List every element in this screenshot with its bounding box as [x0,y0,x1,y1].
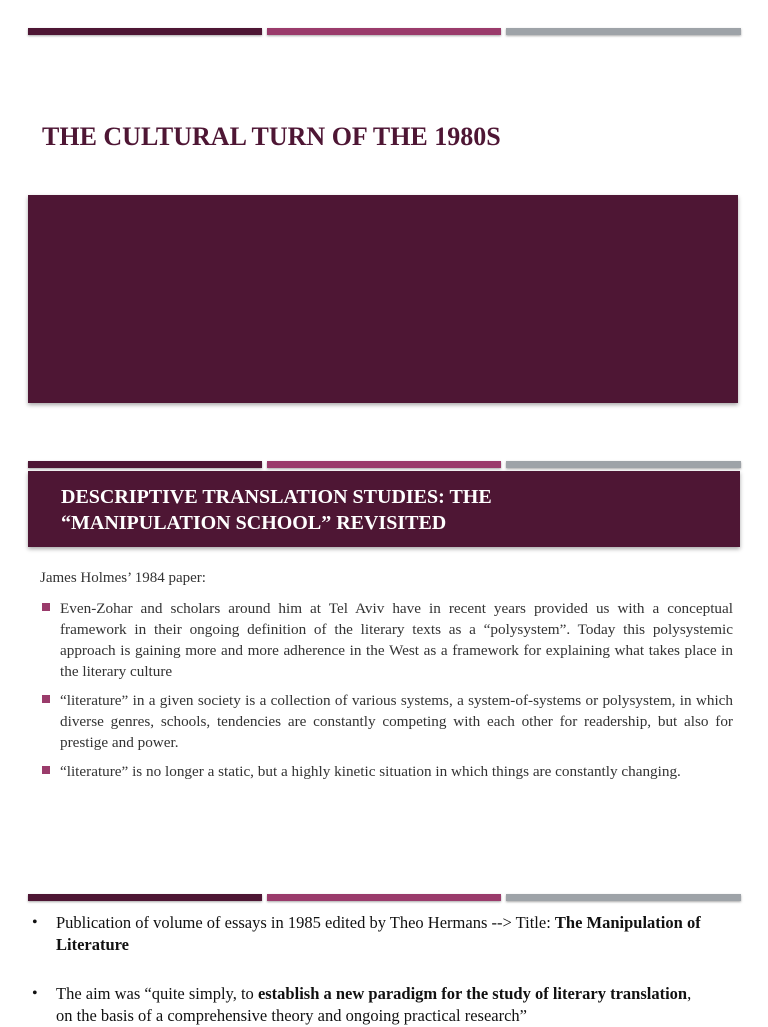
slide2-title-line1: DESCRIPTIVE TRANSLATION STUDIES: THE [61,486,492,508]
accent-bar-gray [506,28,741,35]
bullet-emphasis: establish a new paradigm for the study of literary translation [257,984,688,1003]
slide1-accent-bars [28,28,741,35]
list-item [30,912,710,956]
list-item [40,761,733,782]
bullet-text: The aim was “quite simply, to [56,984,258,1003]
bullet-text: Even-Zohar and scholars around him at Tel Aviv have in recent years provided us with a conceptual framework in their ongoing definition of the literary texts as a “polysystem”. Today this polysystemic approach is gaining more and more adherence in the West as a framework for explaining what takes place in the literary culture [60,600,733,680]
slide2-intro: James Holmes’ 1984 paper: [40,570,206,586]
accent-bar-gray [506,461,741,468]
bullet-text: Publication of volume of essays in 1985 edited by Theo Hermans --> Title: [56,913,555,932]
bullet-text: “literature” is no longer a static, but a highly kinetic situation in which things are constantly changing. [60,763,681,780]
accent-bar-plum [28,894,262,901]
accent-bar-magenta [267,28,501,35]
accent-bar-magenta [267,894,501,901]
bullet-text: , on the basis of a comprehensive theory and ongoing practical research” [56,984,692,1025]
square-bullet-icon [42,695,50,703]
slide2-bullet-list [40,598,733,790]
list-item [40,598,733,682]
accent-bar-plum [28,461,262,468]
slide1-content-box [28,195,738,403]
list-item [40,690,733,753]
round-bullet-icon: • [32,914,38,931]
accent-bar-magenta [267,461,501,468]
slide1-title: THE CULTURAL TURN OF THE 1980S [42,122,501,151]
slide2-title-banner [28,471,740,547]
slide2-title-line2: “MANIPULATION SCHOOL” REVISITED [61,512,447,534]
book-title: The Manipulation of Literature [56,913,701,954]
accent-bar-gray [506,894,741,901]
square-bullet-icon [42,766,50,774]
slide3-bullet-list [30,912,710,1027]
slide2-accent-bars [28,461,741,468]
bullet-text: “literature” in a given society is a collection of various systems, a system-of-systems or polysystem, in which diverse genres, schools, tendencies are constantly competing with each other for readership, but also for prestige and power. [60,692,733,751]
square-bullet-icon [42,603,50,611]
round-bullet-icon: • [32,985,38,1002]
slide3-accent-bars [28,894,741,901]
accent-bar-plum [28,28,262,35]
list-item [30,983,710,1027]
